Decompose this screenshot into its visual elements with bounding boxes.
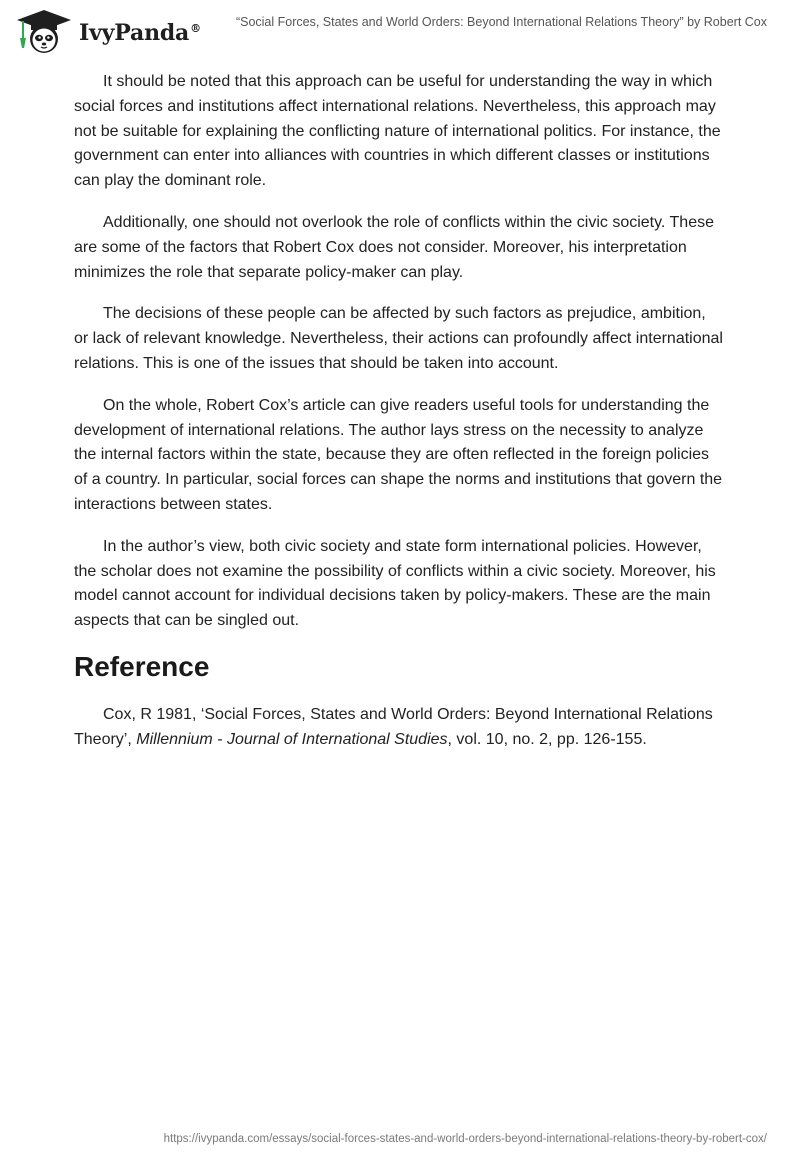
paragraph: On the whole, Robert Cox’s article can give readers useful tools for understanding the development of international relations. The author lays stress on the necessity to analyze the internal factors within the state, because they are often reflected in the foreign policies of a country. In particular, social forces can shape the norms and institutions that govern the interactions between states. (74, 396, 723, 513)
registered-mark: ® (190, 21, 201, 35)
reference-text-before: Cox, R 1981, ‘Social Forces, States and World Orders: Beyond International Relations Theory’, (74, 705, 713, 748)
ivypanda-logo[interactable] (15, 8, 201, 56)
paragraph: The decisions of these people can be affected by such factors as prejudice, ambition, or lack of relevant knowledge. Nevertheless, their actions can profoundly affect international relations. This is one of the issues that should be taken into account. (74, 305, 723, 372)
panda-graduate-logo-icon (15, 8, 73, 56)
reference-entry (74, 703, 724, 753)
paragraph: Additionally, one should not overlook the role of conflicts within the civic society. These are some of the factors that Robert Cox does not consider. Moreover, his interpretation minimizes the role that separate policy-maker can play. (74, 213, 714, 281)
essay-body (74, 70, 724, 753)
reference-heading: Reference (74, 650, 210, 682)
reference-text-after: , vol. 10, no. 2, pp. 126-155. (447, 730, 647, 748)
page-header (0, 0, 800, 62)
paragraph: It should be noted that this approach can be useful for understanding the way in which social forces and institutions affect international relations. Nevertheless, this approach may not be suitable for explaining the conflicting nature of international politics. For instance, the government can enter into alliances with countries in which different classes or institutions can play the dominant role. (74, 73, 721, 190)
brand-name: IvyPanda® (79, 20, 201, 46)
paragraph: In the author’s view, both civic society and state form international policies. However, the scholar does not examine the possibility of conflicts within a civic society. Moreover, his model cannot account for individual decisions taken by policy-makers. These are the main aspects that can be singled out. (74, 537, 716, 630)
document-title: “Social Forces, States and World Orders: Beyond International Relations Theory” by Robert Cox (235, 15, 767, 29)
page-url[interactable]: https://ivypanda.com/essays/social-forces-states-and-world-orders-beyond-international-relations-theory-by-robert-cox/ (163, 1133, 767, 1145)
journal-title: Millennium - Journal of International Studies (136, 730, 448, 748)
